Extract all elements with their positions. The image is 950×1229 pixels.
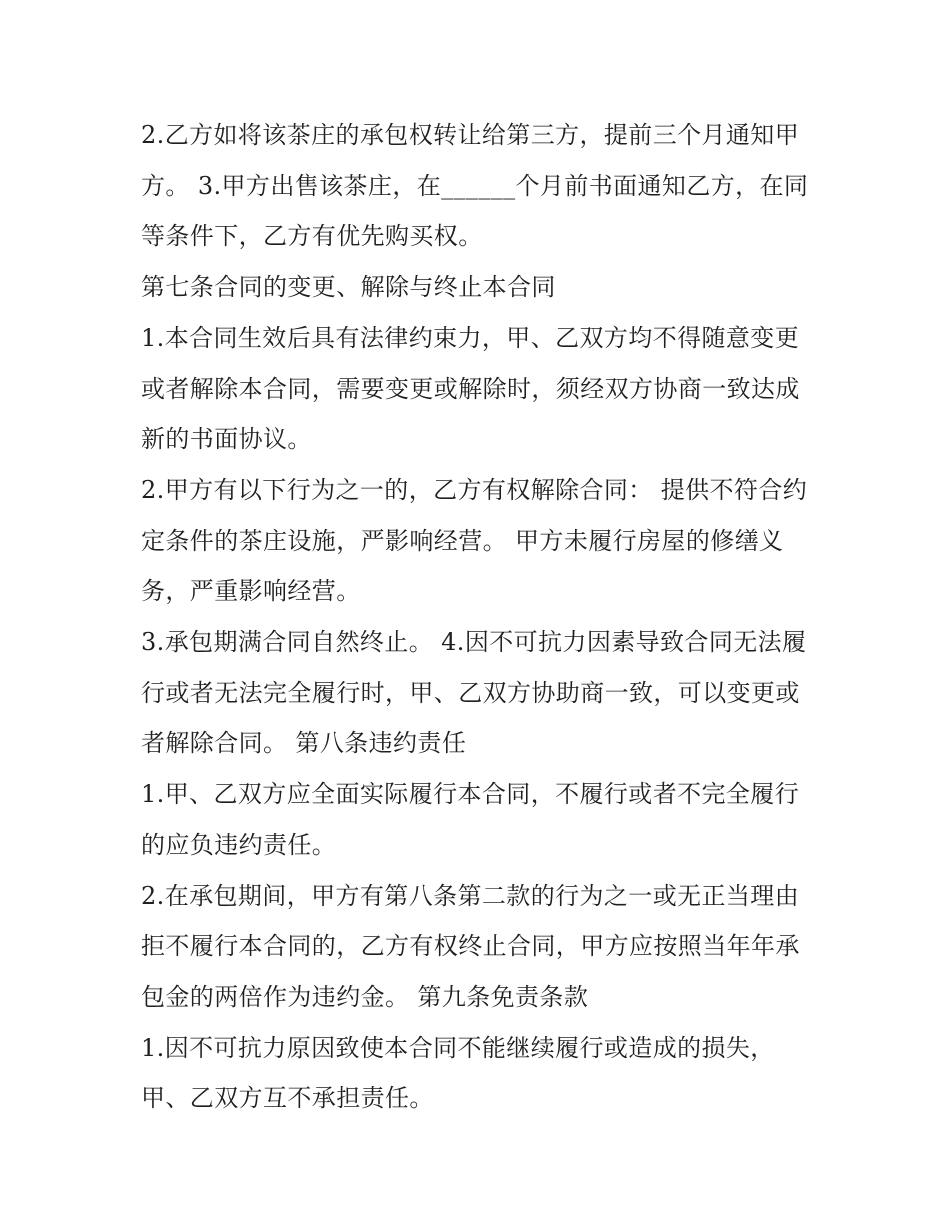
paragraph-transfer-and-sale: 2.乙方如将该茶庄的承包权转让给第三方，提前三个月通知甲方。 3.甲方出售该茶庄，在______个月前书面通知乙方，在同等条件下，乙方有优先购买权。 [141, 121, 809, 251]
paragraph-binding-force: 1.本合同生效后具有法律约束力，甲、乙双方均不得随意变更或者解除本合同，需要变更或解除时，须经双方协商一致达成新的书面协议。 [141, 323, 800, 454]
document-body [141, 110, 821, 1124]
heading-article-7: 第七条合同的变更、解除与终止本合同 [141, 273, 556, 302]
paragraph-penalty: 2.在承包期间，甲方有第八条第二款的行为之一或无正当理由拒不履行本合同的，乙方有权终止合同，甲方应按照当年年承包金的两倍作为违约金。 第九条免责条款 [141, 881, 800, 1011]
paragraph-force-majeure: 1.因不可抗力原因致使本合同不能继续履行或造成的损失，甲、乙双方互不承担责任。 [141, 1033, 775, 1113]
paragraph-termination-rights: 2.甲方有以下行为之一的，乙方有权解除合同： 提供不符合约定条件的茶庄设施，严影响经营。 甲方未履行房屋的修缮义务，严重影响经营。 [141, 475, 808, 606]
paragraph-breach-liability: 1.甲、乙双方应全面实际履行本合同，不履行或者不完全履行的应负违约责任。 [141, 780, 800, 859]
paragraph-natural-termination: 3.承包期满合同自然终止。 4.因不可抗力因素导致合同无法履行或者无法完全履行时，甲、乙双方协助商一致，可以变更或者解除合同。 第八条违约责任 [141, 628, 807, 758]
